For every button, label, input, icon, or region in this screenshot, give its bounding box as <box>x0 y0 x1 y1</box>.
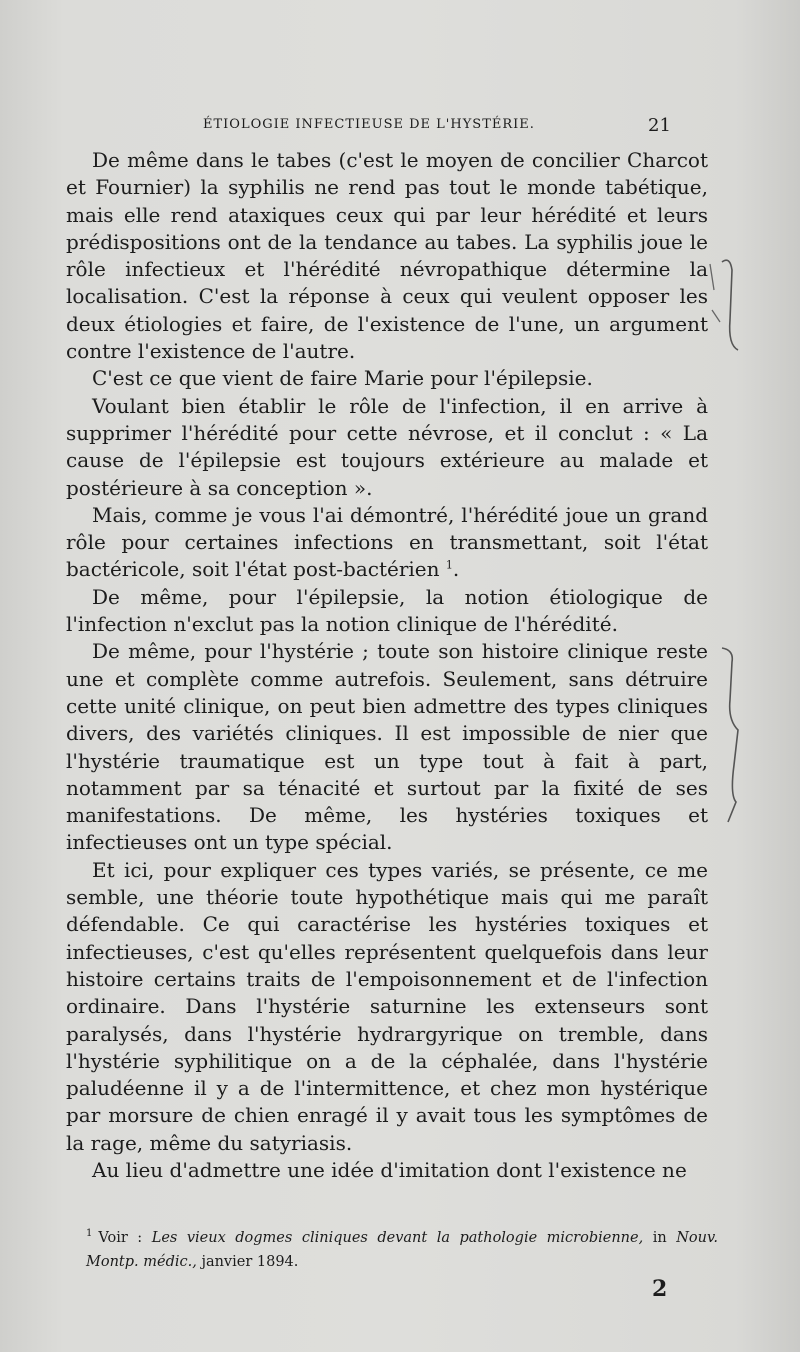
margin-pencil-marks <box>700 250 760 850</box>
paragraph-heredite-text: Mais, comme je vous l'ai démontré, l'hérédité joue un grand rôle pour certaines infections en transmettant, soit l'état bactéricole, soit l'état post-bactérien <box>66 502 708 582</box>
page-number: 21 <box>648 115 671 136</box>
paragraph-epilepsie: De même, pour l'épilepsie, la notion étiologique de l'infection n'exclut pas la notion clinique de l'hérédité. <box>66 584 708 637</box>
running-title: ÉTIOLOGIE INFECTIEUSE DE L'HYSTÉRIE. <box>203 117 535 132</box>
signature-mark: 2 <box>652 1276 668 1302</box>
paragraph-tabes: De même dans le tabes (c'est le moyen de concilier Charcot et Fournier) la syphilis ne rend pas tout le monde tabétique, mais elle rend ataxiques ceux qui par leur hérédité et leurs prédispositions ont de la tendance au tabes. La syphilis joue le rôle infectieux et l'hérédité névropathique détermine la localisation. C'est la réponse à ceux qui veulent opposer les deux étiologies et faire, de l'existence de l'une, un argument contre l'existence de l'autre. <box>66 148 708 364</box>
paragraph-hysterie: De même, pour l'hystérie ; toute son histoire clinique reste une et complète comme autrefois. Seulement, sans détruire cette unité clinique, on peut bien admettre des types cliniques divers, des variétés cliniques. Il est impossible de nier que l'hystérie traumatique est un type tout à fait à part, notamment par sa ténacité et surtout par la fixité de ses manifestations. De même, les hystéries toxiques et infectieuses ont un type spécial. <box>66 639 708 855</box>
footnote-date: janvier 1894. <box>201 1254 299 1270</box>
paragraph-heredite <box>66 502 708 584</box>
footnote-reference: 1 <box>445 558 453 572</box>
paragraph-infection: Voulant bien établir le rôle de l'infection, il en arrive à supprimer l'hérédité pour cette névrose, et il conclut : « La cause de l'épilepsie est toujours extérieure au malade et postérieure à sa conception ». <box>66 393 708 500</box>
footnote-title: Les vieux dogmes cliniques devant la pathologie microbienne, <box>151 1230 644 1246</box>
paragraph-marie: C'est ce que vient de faire Marie pour l'épilepsie. <box>92 366 593 391</box>
body-text <box>66 147 708 1184</box>
footnote-in: in <box>652 1230 667 1246</box>
page-header <box>0 117 800 137</box>
footnote-journal: Nouv. Montp. médic., <box>86 1230 719 1270</box>
footnote-number: 1 <box>86 1228 93 1240</box>
footnote <box>86 1226 718 1274</box>
paragraph-heredite-end: . <box>452 557 460 582</box>
footnote-lead: Voir : <box>98 1230 143 1246</box>
paragraph-imitation: Au lieu d'admettre une idée d'imitation dont l'existence ne <box>92 1157 687 1182</box>
paragraph-theorie: Et ici, pour expliquer ces types variés, se présente, ce me semble, une théorie toute hypothétique mais qui me paraît défendable. Ce qui caractérise les hystéries toxiques et infectieuses, c'est qu'elles représentent quelquefois dans leur histoire certains traits de l'empoisonnement et de l'infection ordinaire. Dans l'hystérie saturnine les extenseurs sont paralysés, dans l'hystérie hydrargyrique on tremble, dans l'hystérie syphilitique on a de la céphalée, dans l'hystérie paludéenne il y a de l'intermittence, et chez mon hystérique par morsure de chien enragé il y avait tous les symptômes de la rage, même du satyriasis. <box>66 857 708 1155</box>
